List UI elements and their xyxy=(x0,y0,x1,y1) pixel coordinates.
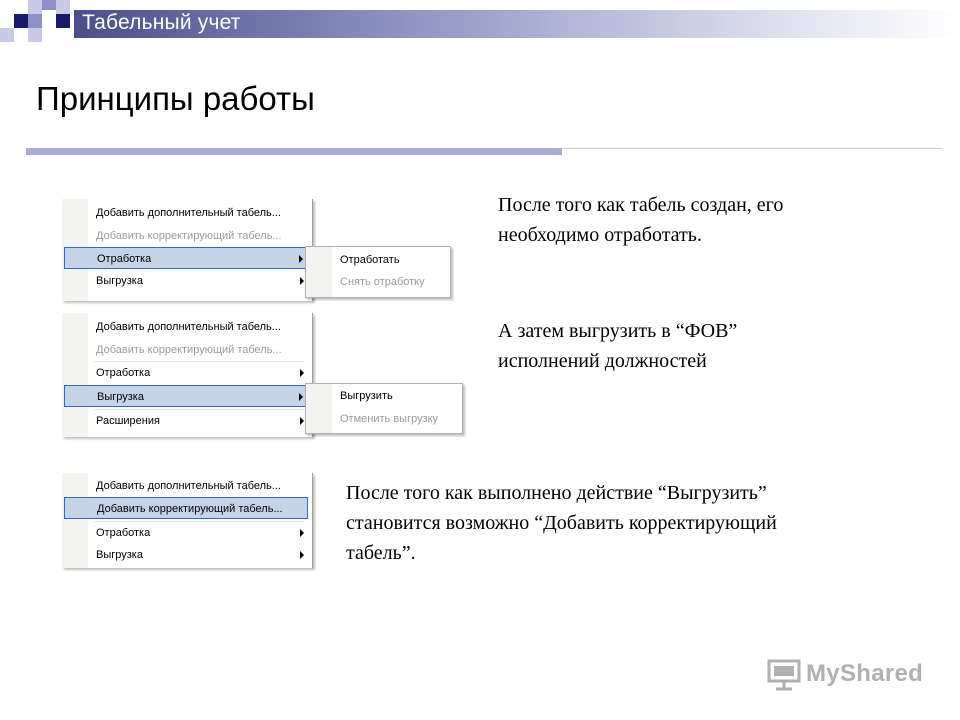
chevron-right-icon xyxy=(300,551,304,559)
brand-logo-text: MyShared xyxy=(806,660,924,687)
menu-item-add-additional[interactable]: Добавить дополнительный табель... xyxy=(96,321,281,333)
title-underline xyxy=(26,148,562,155)
chevron-right-icon xyxy=(300,277,304,285)
menu-item-processing[interactable]: Отработка xyxy=(64,247,308,269)
submenu-1 xyxy=(305,246,451,298)
corner-decoration xyxy=(0,0,76,52)
menu-item-add-corrective[interactable]: Добавить корректирующий табель... xyxy=(64,497,308,519)
menu-item-processing[interactable]: Отработка xyxy=(64,522,308,544)
menu-item-add-additional[interactable]: Добавить дополнительный табель... xyxy=(96,480,281,492)
header-title: Табельный учет xyxy=(82,11,241,34)
text-step-1: После того как табель создан, его необходимо отработать. xyxy=(498,194,784,246)
presentation-icon xyxy=(766,656,802,692)
menu-item-add-additional[interactable]: Добавить дополнительный табель... xyxy=(96,207,281,219)
submenu-2 xyxy=(305,383,463,434)
chevron-right-icon xyxy=(299,255,303,263)
menu-item-export[interactable]: Выгрузка xyxy=(64,385,308,407)
context-menu-1 xyxy=(62,199,313,301)
menu-item-add-corrective: Добавить корректирующий табель... xyxy=(96,230,282,242)
submenu-item-process[interactable]: Отработать xyxy=(340,254,400,266)
chevron-right-icon xyxy=(299,393,303,401)
menu-item-export[interactable]: Выгрузка xyxy=(64,544,308,566)
text-step-2: А затем выгрузить в “ФОВ” исполнений должностей xyxy=(498,320,738,372)
menu-item-extensions[interactable]: Расширения xyxy=(64,410,308,432)
text-step-3: После того как выполнено действие “Выгрузить” становится возможно “Добавить корректирующий табель”. xyxy=(346,482,777,564)
chevron-right-icon xyxy=(300,369,304,377)
submenu-item-export[interactable]: Выгрузить xyxy=(340,390,393,402)
chevron-right-icon xyxy=(300,529,304,537)
menu-item-add-corrective: Добавить корректирующий табель... xyxy=(96,344,282,356)
chevron-right-icon xyxy=(300,417,304,425)
submenu-item-cancel-process: Снять отработку xyxy=(340,276,425,288)
submenu-item-cancel-export: Отменить выгрузку xyxy=(340,413,439,425)
context-menu-3 xyxy=(62,473,313,568)
menu-item-export[interactable]: Выгрузка xyxy=(64,270,308,292)
title-rule xyxy=(562,148,942,149)
context-menu-2 xyxy=(62,313,313,437)
slide-title: Принципы работы xyxy=(36,80,315,117)
menu-item-processing[interactable]: Отработка xyxy=(64,362,308,384)
